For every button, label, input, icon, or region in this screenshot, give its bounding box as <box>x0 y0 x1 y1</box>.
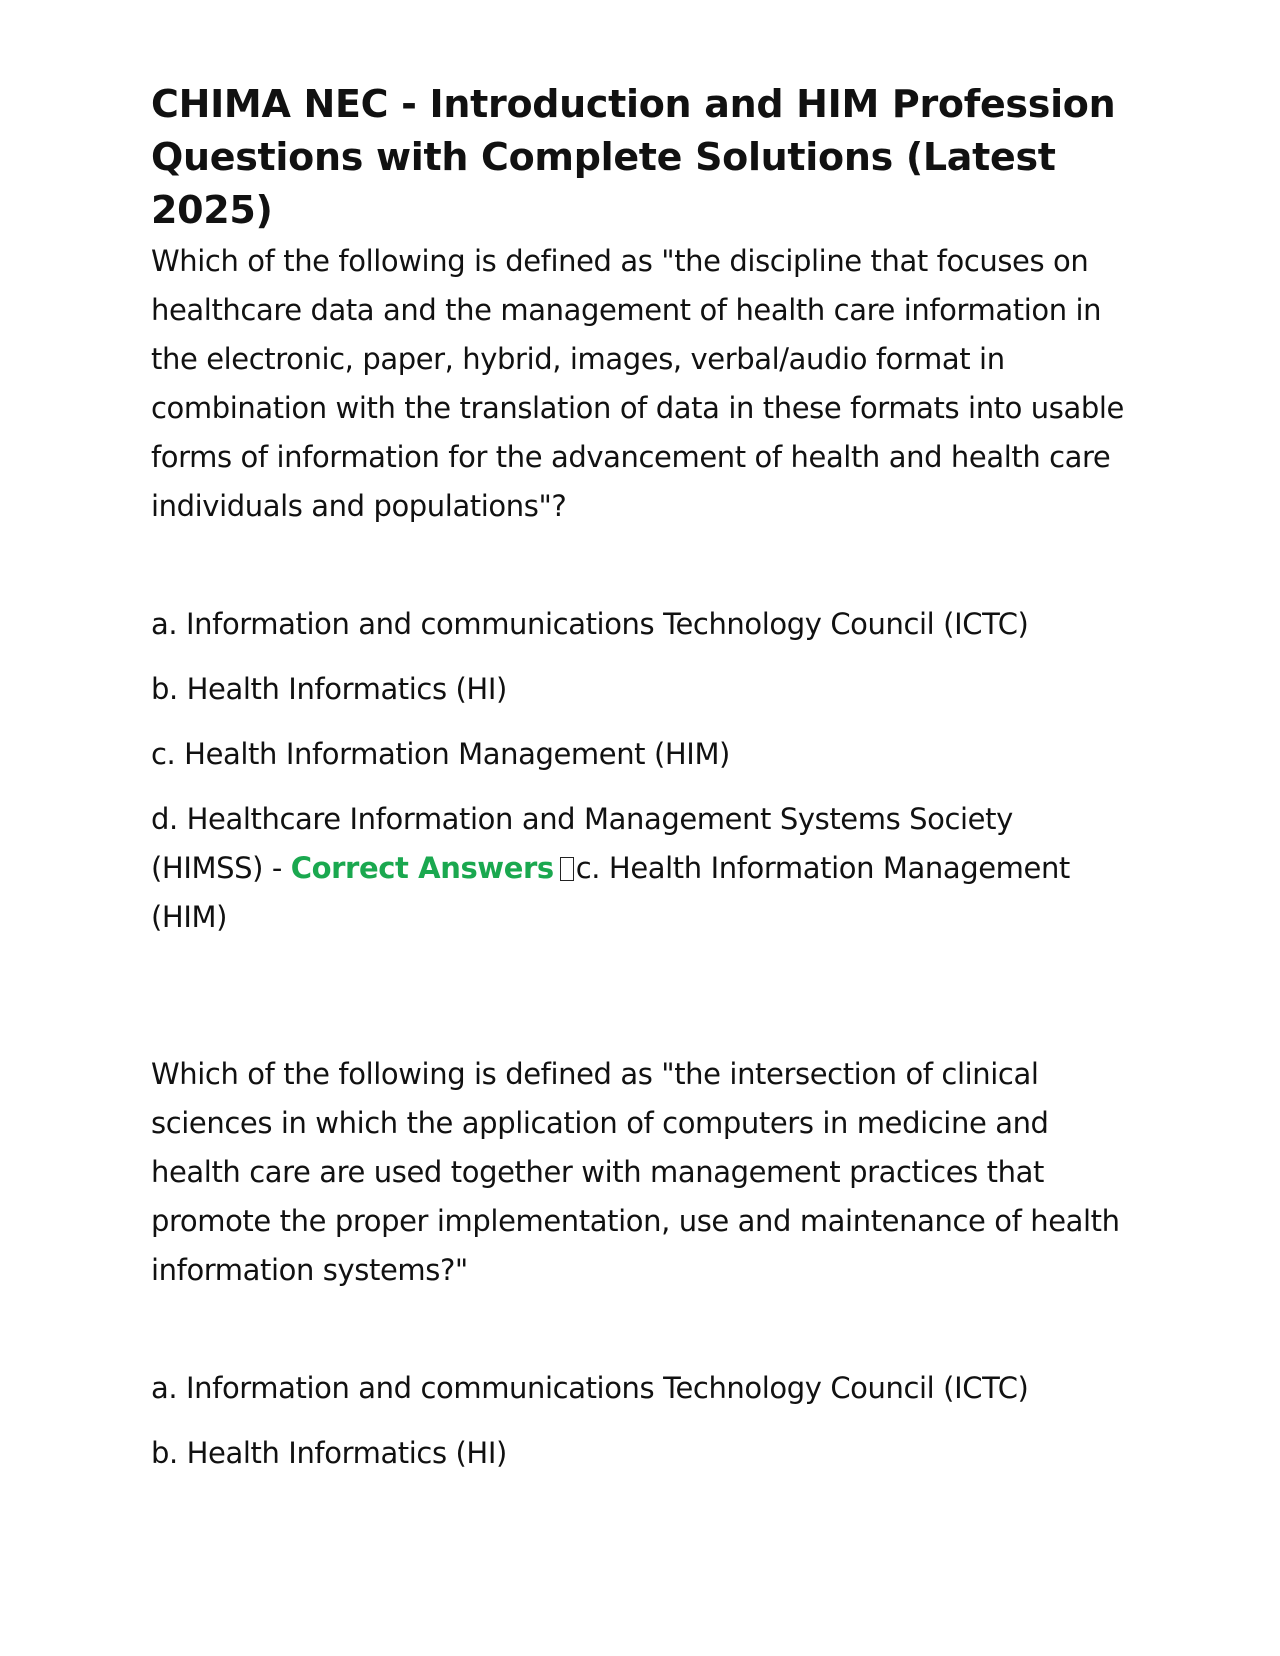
question-2-option-a: a. Information and communications Technology Council (ICTC) <box>151 1371 1029 1405</box>
question-1-text: Which of the following is defined as "the discipline that focuses on healthcare data and the management of health care information in the electronic, paper, hybrid, images, verbal/audio format in combination with the translation of data in these formats into usable forms of information for the advancement of health and health care individuals and populations"? <box>151 244 1124 523</box>
question-2-option-b: b. Health Informatics (HI) <box>151 1436 507 1470</box>
question-1-option-d-text: d. Healthcare Information and Management Systems Society (HIMSS) - <box>151 802 1013 885</box>
question-2 <box>151 1050 1131 1478</box>
correct-answers-label: Correct Answers <box>290 851 554 885</box>
question-1-answer-text: c. Health Information Management (HIM) <box>151 851 1070 934</box>
document-title: CHIMA NEC - Introduction and HIM Profession Questions with Complete Solutions (Latest 2025) <box>151 82 1116 232</box>
missing-glyph-icon <box>560 857 574 881</box>
question-1-option-a: a. Information and communications Technology Council (ICTC) <box>151 607 1029 641</box>
question-1-option-b: b. Health Informatics (HI) <box>151 672 507 706</box>
question-2-text: Which of the following is defined as "the intersection of clinical sciences in which the application of computers in medicine and health care are used together with management practices that promote the proper implementation, use and maintenance of health information systems?" <box>151 1057 1120 1287</box>
question-1-option-d <box>151 795 1131 942</box>
question-1-option-c: c. Health Information Management (HIM) <box>151 737 730 771</box>
question-1 <box>151 237 1131 942</box>
document-page <box>151 78 1131 1478</box>
